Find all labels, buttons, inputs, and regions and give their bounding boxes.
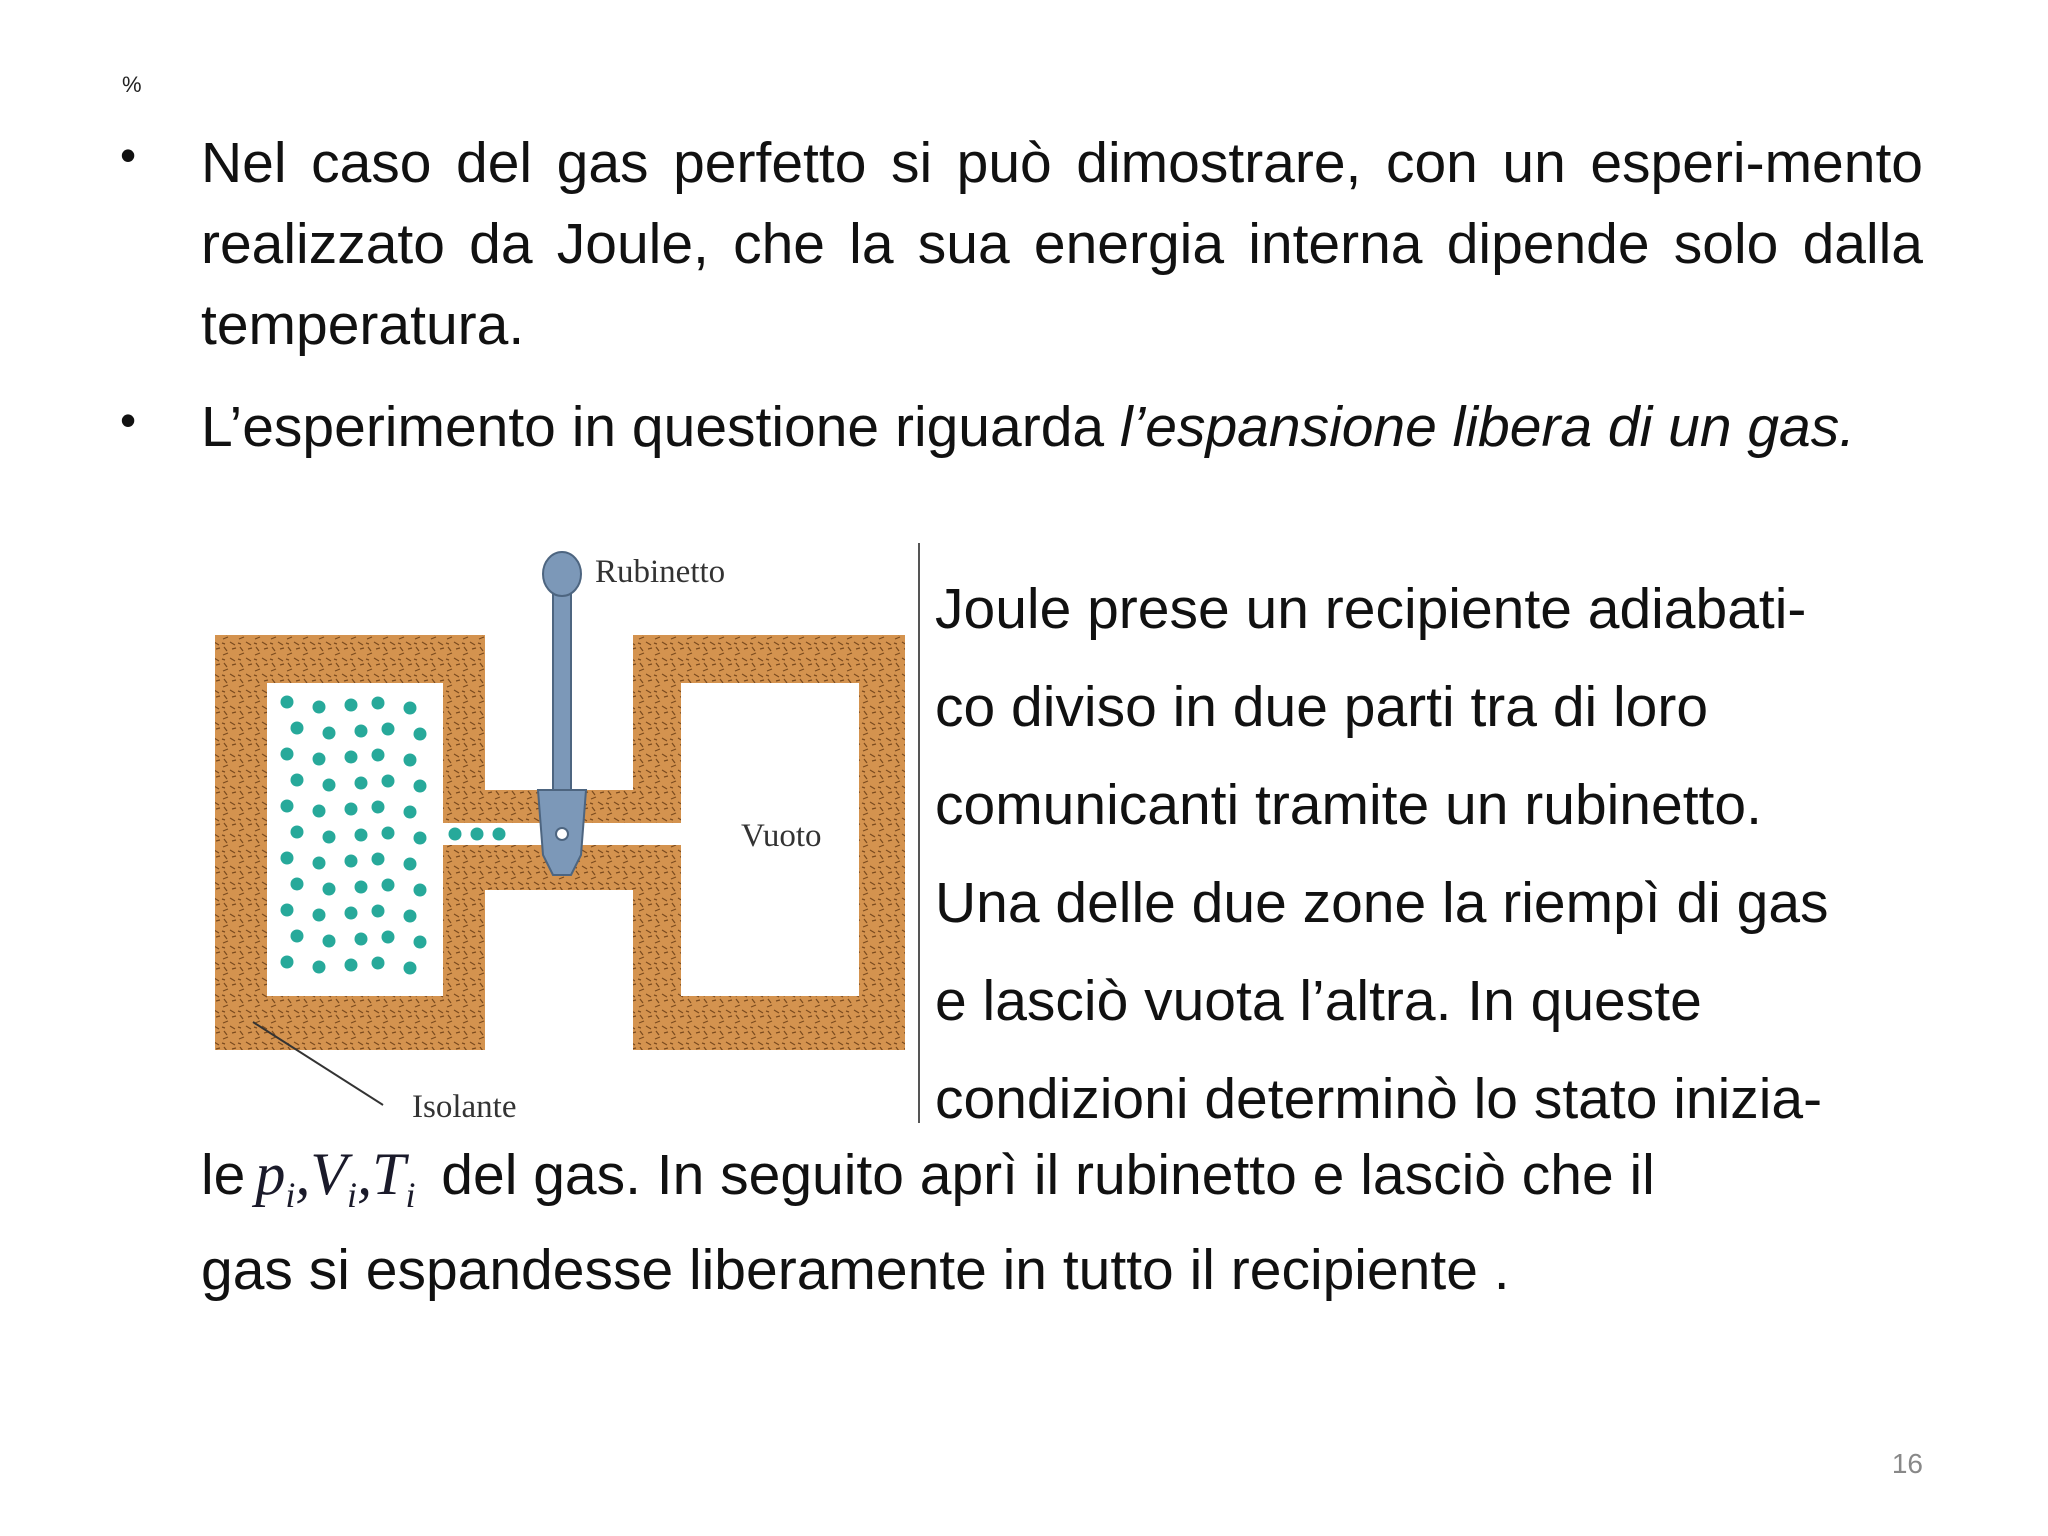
gas-molecule [355, 881, 368, 894]
gas-molecule [414, 936, 427, 949]
gas-molecule [414, 832, 427, 845]
gas-molecule [281, 748, 294, 761]
gas-molecule [291, 826, 304, 839]
gas-molecule [382, 827, 395, 840]
gas-molecule [345, 855, 358, 868]
side-text-line: comunicanti tramite un rubinetto. [935, 773, 1762, 837]
tap-stem [553, 580, 571, 790]
gas-molecule [355, 777, 368, 790]
paragraph-1: Nel caso del gas perfetto si può dimostrare, con un esperi-mento realizzato da Joule, che la sua energia interna dipende solo dalla temperatura. [201, 131, 1923, 357]
gas-molecule [355, 725, 368, 738]
gas-molecule [281, 852, 294, 865]
math-sub: i [405, 1175, 416, 1215]
gas-molecule [404, 910, 417, 923]
side-text-line: co diviso in due parti tra di loro [935, 675, 1709, 739]
gas-molecule [372, 853, 385, 866]
gas-molecule [291, 930, 304, 943]
side-text-line: condizioni determinò lo stato inizia- [935, 1067, 1823, 1131]
gas-molecule [493, 828, 506, 841]
bullet-1: • [120, 129, 137, 181]
gas-molecule [323, 935, 336, 948]
gas-molecule [382, 879, 395, 892]
continuation-text: del gas. In seguito aprì il rubinetto e lasciò che il [441, 1143, 1655, 1207]
joule-apparatus-figure [205, 540, 915, 1130]
gas-molecule [313, 753, 326, 766]
gas-molecule [382, 775, 395, 788]
gas-molecule [355, 933, 368, 946]
gas-molecule [345, 959, 358, 972]
page-number: 16 [1891, 1448, 1923, 1479]
gas-molecule [281, 696, 294, 709]
gas-molecule [372, 905, 385, 918]
gas-molecule [355, 829, 368, 842]
gas-molecule [404, 962, 417, 975]
gas-molecule [291, 878, 304, 891]
gas-molecule [372, 749, 385, 762]
math-v: V [310, 1141, 348, 1207]
gas-molecule [281, 956, 294, 969]
gas-molecule [382, 723, 395, 736]
tap-handle [543, 552, 581, 596]
side-text-line: Joule prese un recipiente adiabati- [935, 577, 1807, 641]
gas-molecule [404, 702, 417, 715]
gas-molecule [323, 883, 336, 896]
math-t: T [372, 1141, 406, 1207]
gas-molecule [345, 803, 358, 816]
gas-molecule [281, 800, 294, 813]
gas-molecule [404, 858, 417, 871]
gas-molecule [281, 904, 294, 917]
math-sep: , [357, 1141, 373, 1207]
continuation-line-2: gas si espandesse liberamente in tutto il recipiente . [201, 1238, 1510, 1302]
gas-molecule [345, 699, 358, 712]
continuation-line-1 [201, 1140, 1655, 1216]
gas-molecule [372, 957, 385, 970]
math-p: p [255, 1141, 286, 1207]
gas-molecule [382, 931, 395, 944]
gas-molecule [323, 779, 336, 792]
gas-molecule [291, 722, 304, 735]
label-isolante: Isolante [412, 1089, 517, 1125]
corner-mark: % [122, 72, 142, 97]
gas-molecule [291, 774, 304, 787]
gas-molecule [404, 806, 417, 819]
figure-divider [918, 543, 920, 1123]
gas-molecule [323, 831, 336, 844]
math-sub: i [285, 1175, 296, 1215]
continuation-prefix: le [201, 1143, 246, 1207]
gas-molecule [313, 961, 326, 974]
gas-molecule [414, 884, 427, 897]
label-vuoto: Vuoto [741, 818, 822, 854]
gas-molecule [471, 828, 484, 841]
gas-molecule [313, 701, 326, 714]
label-rubinetto: Rubinetto [595, 554, 726, 590]
tap-valve-pivot [556, 828, 568, 840]
gas-molecule [323, 727, 336, 740]
gas-molecule [372, 697, 385, 710]
math-sub: i [347, 1175, 358, 1215]
math-initial-state [255, 1141, 416, 1215]
side-text [935, 560, 1925, 1148]
side-text-line: e lasciò vuota l’altra. In queste [935, 969, 1702, 1033]
side-text-line: Una delle due zone la riempì di gas [935, 871, 1829, 935]
math-sep: , [295, 1141, 311, 1207]
gas-molecule [414, 780, 427, 793]
gas-molecule [414, 728, 427, 741]
gas-molecule [345, 907, 358, 920]
gas-molecule [372, 801, 385, 814]
gas-molecule [313, 857, 326, 870]
gas-molecule [313, 909, 326, 922]
paragraph-2 [201, 387, 1923, 468]
bullet-2: • [120, 394, 137, 446]
gas-molecule [404, 754, 417, 767]
gas-molecule [313, 805, 326, 818]
gas-molecule [345, 751, 358, 764]
paragraph-2-text: L’esperimento in questione riguarda [201, 395, 1120, 459]
gas-molecule [449, 828, 462, 841]
paragraph-2-italic: l’espansione libera di un gas. [1119, 395, 1856, 459]
